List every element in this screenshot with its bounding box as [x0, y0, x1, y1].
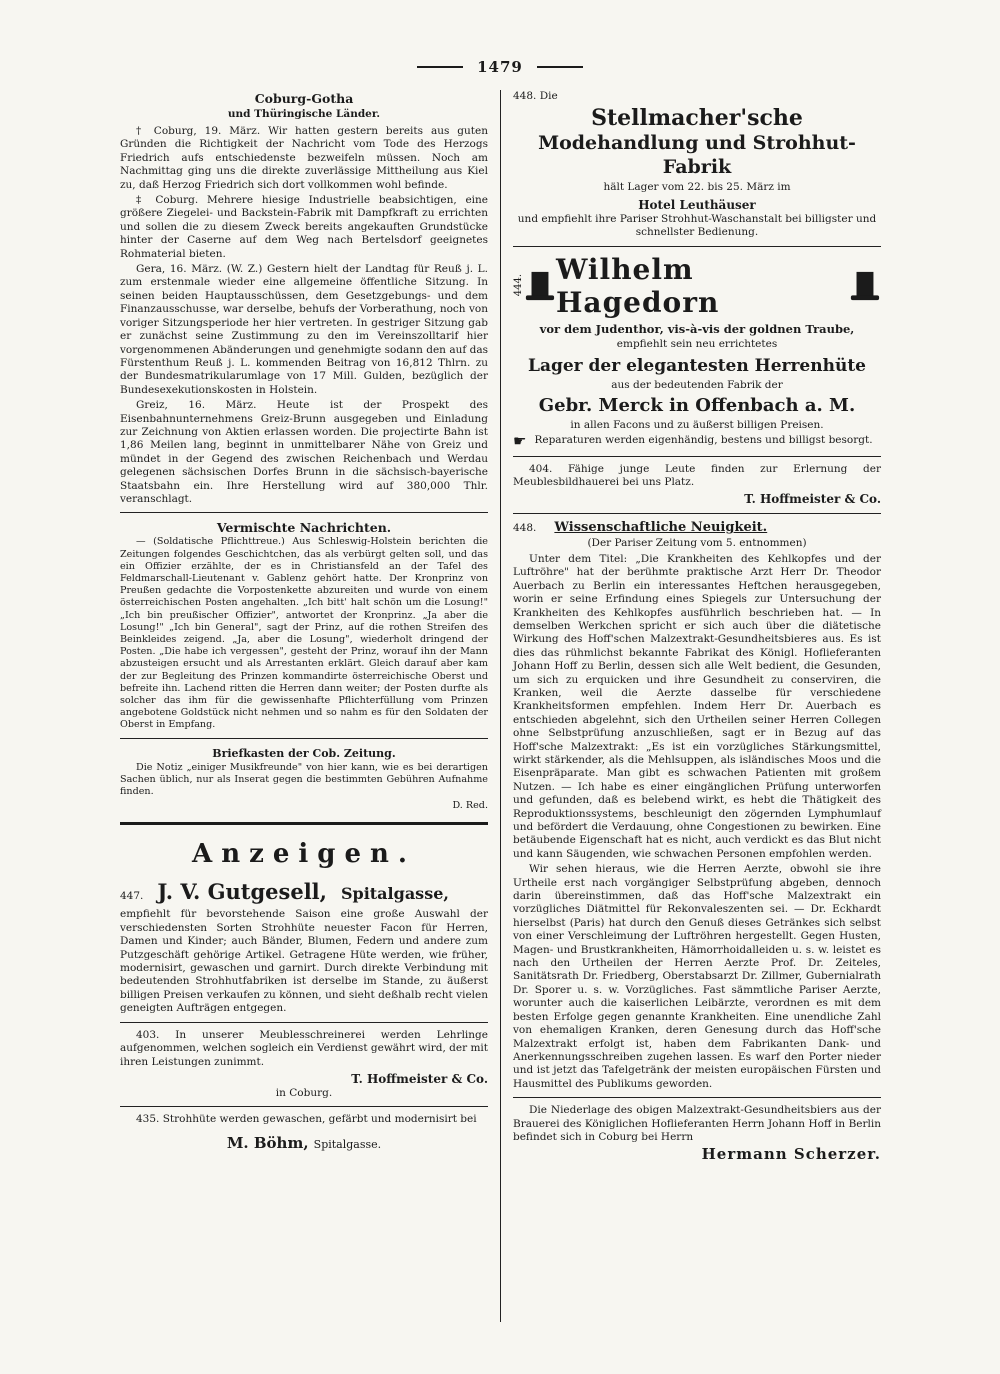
ad-447-text: empfiehlt für bevorstehende Saison eine große Auswahl der verschiedensten Sorten Strohhüte neuester Facon für Herren, Damen und Kinder; auch Bänder, Blumen, Federn und andere zum Putzgeschäft gehörige Artikel. Getragene Hüte werden, wie früher, modernisirt, gewaschen und garnirt. Durch direkte Verbindung mit bedeutenden Strohhutfabriken ist derselbe im Stande, zu äußerst billigen Preisen verkaufen zu können, und sieht deßhalb recht vielen geneigten Aufträgen entgegen.: [120, 908, 488, 1015]
section-divider: [120, 822, 488, 825]
left-dash: [417, 66, 463, 68]
briefkasten-text: Die Notiz „einiger Musikfreunde" von hier kann, wie es bei derartigen Sachen üblich, nur als Inserat gegen die bestimmten Gebühren Aufnahme finden.: [120, 761, 488, 798]
coburg-subheading: und Thüringische Länder.: [227, 108, 381, 120]
ad-448a-firm-name: Stellmacher'sche: [591, 105, 803, 132]
ad-448b-paragraph-1: Unter dem Titel: „Die Krankheiten des Kehlkopfes und der Luftröhre" hat der berühmte praktische Arzt Herr Dr. Theodor Auerbach zu Berlin ein interessantes Heftchen herausgegeben, worin er seine Erfindung eines Spiegels zur Untersuchung der Krankheiten des Kehlkopfes ausführlich beschrieben hat. — In demselben Werkchen spricht er sich auch über die diätetische Wirkung des Hoff'schen Malzextrakt-Gesundheitsbieres aus. Es ist dies das rühmlichst bekannte Fabrikat des Königl. Hoflieferanten Johann Hoff zu Berlin, dessen sich alle Welt bedient, die Gesunden, um sich zu erquicken und ihre Gesundheit zu conserviren, die Kranken, weil die Aerzte dasselbe für verschiedene Krankheitsformen empfehlen. Indem Herr Dr. Auerbach es entschieden abgelehnt, sich den Urtheilen seiner Herren Collegen ohne Selbstprüfung anzuschließen, sagt er in Bezug auf das Hoff'sche Malzextrakt: „Es ist ein vorzügliches Stärkungsmittel, wirkt stärkender, als die Mehlsuppen, als isländisches Moos und die Eisenpräparate. Man gibt es schwachen Patienten mit großem Nutzen. — Ich habe es einer eingänglichen Prüfung unterworfen und gefunden, daß es belebend wirkt, es hebt die Thätigkeit des Reproduktionssystems, beschleunigt den zögernden Lymphumlauf und befördert die Verdauung, ohne Congestionen zu bewirken. Eine betäubende Eigenschaft hat es nicht, auch verdickt es das Blut nicht und kann Säugenden, wie schwachen Personen empfohlen werden.: [513, 552, 881, 860]
ad-444-line3: aus der bedeutenden Fabrik der: [611, 379, 783, 392]
ad-403-text: 403. In unserer Meublesschreinerei werden Lehrlinge aufgenommen, welchen sogleich ein Verdienst gewährt wird, der mit ihren Leistungen zunimmt.: [120, 1028, 488, 1068]
ad-444-line4: in allen Facons und zu äußerst billigen Preisen.: [570, 418, 824, 431]
ad-448a-firm-type: Modehandlung und Strohhut-Fabrik: [538, 132, 856, 179]
gera-news: Gera, 16. März. (W. Z.) Gestern hielt der Landtag für Reuß j. L. zum erstenmale wieder eine allgemeine öffentliche Sitzung. In seinen beiden Hauptausschüssen, dem Gesetzgebungs- und dem Finanzausschusse, war derselbe, behufs der Vorberathung, noch von voriger Sitzungsperiode her hier vertreten. In gestriger Sitzung gab er zunächst seine Zustimmung zu den im Vereinszolltarif hier vorgenommenen Abänderungen und genehmigte sodann den auf das Fürstenthum Reuß j. L. kommenden Beitrag von 16,812 Thlrn. zu der Bundesmatrikularumlage von 17 Mill. Gulden, bezüglich der Bundesexekutionskosten in Holstein.: [120, 263, 488, 396]
ad-447-street: Spitalgasse,: [340, 884, 449, 904]
ad-448b-title: Wissenschaftliche Neuigkeit.: [554, 520, 768, 536]
ad-444-line2: empfiehlt sein neu errichtetes: [616, 338, 778, 351]
coburg-news-1: † Coburg, 19. März. Wir hatten gestern bereits aus guten Gründen die Richtigkeit der Nachricht vom Tode des Herzogs Friedrich aufs entschiedenste bezweifeln müssen. Noch am Nachmittag ging uns die direkte zuverlässige Mittheilung aus Kiel zu, daß Herzog Friedrich sich dort vollkommen wohl befinde.: [120, 125, 488, 191]
coburg-news-2: ‡ Coburg. Mehrere hiesige Industrielle beabsichtigen, eine größere Ziegelei- und Backstein-Fabrik mit Dampfkraft zu errichten und sollen die zu diesem Zweck bereits angekauften Grundstücke hinter der Caserne auf dem Weg nach Bertelsdorf geeignetes Rohmaterial bieten.: [120, 194, 488, 260]
ad-403-sign: T. Hoffmeister & Co.: [351, 1071, 488, 1086]
ad-444-lager: Lager der elegantesten Herrenhüte: [527, 356, 867, 377]
ad-444-repair: Reparaturen werden eigenhändig, bestens und billigst besorgt.: [534, 434, 873, 447]
ad-444-location: vor dem Judenthor, vis-à-vis der goldnen Traube,: [539, 321, 855, 336]
ad-444-header: [513, 253, 881, 319]
ad-448b-paragraph-2: Wir sehen hieraus, wie die Herren Aerzte, obwohl sie ihre Urtheile erst nach vorgängiger Selbstprüfung abgeben, dennoch darin übereinstimmen, daß das Hoff'sche Malzextrakt ein vorzügliches Diätmittel für Rekonvaleszenten sei. — Dr. Eckhardt hierselbst (Paris) hat durch den Genuß dieses Getränkes sich selbst von einer Verschleimung der Luftröhren hergestellt. Gegen Husten, Magen- und Brustkrankheiten, Hämorrhoidalleiden u. s. w. leistet es nach den Urtheilen der Herren Aerzte Prof. Dr. Zeiteles, Sanitätsrath Dr. Friedberg, Oberstabsarzt Dr. Zillmer, Gubernialrath Dr. Sporer u. s. w. Vorzügliches. Fast sämmtliche Pariser Aerzte, worunter auch die kaiserlichen Leibärzte, verordnen es mit dem besten Erfolge gegen genannte Krankheiten. Eine unendliche Zahl von ehemaligen Kranken, deren Genesung durch das Hoff'sche Malzextrakt erfolgt ist, haben dem Fabrikanten Dank- und Anerkennungsschreiben zugehen lassen. Es warf den Porter nieder und ist jetzt das Tafelgetränk der meisten europäischen Fürsten und Hausmittel des Publikums geworden.: [513, 863, 881, 1090]
divider: [513, 1097, 881, 1098]
ad-448b-header: [513, 520, 881, 535]
ad-404-text: 404. Fähige junge Leute finden zur Erlernung der Meublesbildhauerei bei uns Platz.: [513, 462, 881, 489]
hat-icon: [524, 268, 556, 304]
ad-435-text: 435. Strohhüte werden gewaschen, gefärbt und modernisirt bei: [136, 1113, 477, 1126]
ad-403-place: in Coburg.: [275, 1086, 333, 1099]
ad-435-signature: [120, 1133, 488, 1152]
divider: [120, 1106, 488, 1107]
divider: [120, 512, 488, 513]
divider: [120, 738, 488, 739]
divider: [513, 513, 881, 514]
anzeigen-heading: Anzeigen.: [192, 839, 416, 870]
page-number: 1479: [477, 58, 523, 76]
page-number-row: [0, 58, 1000, 76]
left-column: [120, 90, 488, 1152]
ad-435-street: Spitalgasse.: [313, 1137, 382, 1151]
ad-444-repair-row: [513, 434, 881, 449]
column-divider: [500, 90, 501, 1322]
ad-448b-source: (Der Pariser Zeitung vom 5. entnommen): [587, 537, 807, 550]
vermischte-text: — (Soldatische Pflichttreue.) Aus Schleswig-Holstein berichten die Zeitungen folgendes Geschichtchen, das als verbürgt gelten soll, und das ein Offizier erzählte, der es in Christiansfeld an der Tafel des Feldmarschall-Lieutenant v. Gablenz gehört hatte. Der Kronprinz von Preußen gedachte die Vorpostenkette abzureiten und wurde von einem österreichischen Posten angehalten. „Ich bitt' halt schön um die Losung!" „Ich bin preußischer Offizier", antwortet der Kronprinz. „Ja aber die Losung!" „Ich bin General", sagt der Prinz, auf die rothen Streifen des Beinkleides zeigend. „Ja, aber die Losung", wiederholt dringend der Posten. „Die habe ich vergessen", gesteht der Prinz, worauf ihn der Mann abzusteigen ersucht und als Arrestanten erklärt. Gleich darauf aber kam der zur Begleitung des Prinzen kommandirte österreichische Oberst und befreite ihn. Lachend ritten die Herren dann weiter; der Posten durfte als solcher das ihm für die gewissenhafte Pflichterfüllung vom Prinzen angebotene Goldstück nicht nehmen und so nahm es für den Soldaten der Oberst in Empfang.: [120, 536, 488, 731]
hat-icon: [849, 268, 881, 304]
pointing-hand-icon: ☛: [513, 432, 527, 451]
ad-448b-sign: Hermann Scherzer.: [701, 1145, 881, 1164]
ad-448b-paragraph-3: Die Niederlage des obigen Malzextrakt-Gesundheitsbiers aus der Brauerei des Königlichen Hoflieferanten Herrn Johann Hoff in Berlin befindet sich in Coburg bei Herrn: [513, 1104, 881, 1143]
ad-448a-text: und empfiehlt ihre Pariser Strohhut-Waschanstalt bei billigster und schnellster Bedienung.: [517, 212, 877, 239]
ad-448a-number: 448. Die: [513, 90, 558, 102]
briefkasten-heading: Briefkasten der Cob. Zeitung.: [212, 746, 396, 760]
ad-447-header: [120, 879, 488, 904]
divider: [513, 456, 881, 457]
vermischte-heading: Vermischte Nachrichten.: [216, 520, 392, 536]
ad-435-name: M. Böhm,: [226, 1133, 309, 1152]
briefkasten-sign: D. Red.: [452, 800, 488, 812]
ad-444-name: Wilhelm Hagedorn: [555, 252, 720, 319]
greiz-news: Greiz, 16. März. Heute ist der Prospekt des Eisenbahnunternehmens Greiz-Brunn ausgegeben und Einladung zur Zeichnung von Aktien erlassen worden. Die projectirte Bahn ist 1,86 Meilen lang, beginnt in unmittelbarer Nähe von Greiz und mündet in der Gegend des zwischen Reichenbach und Werdau gelegenen sächsischen Dorfes Brunn in die sächsisch-bayerische Staatsbahn ein. Ihre Herstellung wird auf 380,000 Thlr. veranschlagt.: [120, 399, 488, 505]
ad-404-sign: T. Hoffmeister & Co.: [744, 492, 881, 507]
right-column: [513, 90, 881, 1164]
ad-447-number: 447.: [120, 890, 144, 903]
ad-447-name: J. V. Gutgesell,: [157, 879, 327, 905]
ad-448b-number: 448.: [513, 522, 537, 535]
right-dash: [537, 66, 583, 68]
ad-444-merck: Gebr. Merck in Offenbach a. M.: [538, 394, 856, 416]
ad-448a-line: hält Lager vom 22. bis 25. März im: [603, 181, 791, 194]
divider: [120, 1022, 488, 1023]
divider: [513, 246, 881, 247]
ad-448a-hotel: Hotel Leuthäuser: [638, 197, 756, 212]
ad-444-number: 444.: [513, 274, 524, 297]
coburg-heading: Coburg-Gotha: [254, 91, 354, 106]
